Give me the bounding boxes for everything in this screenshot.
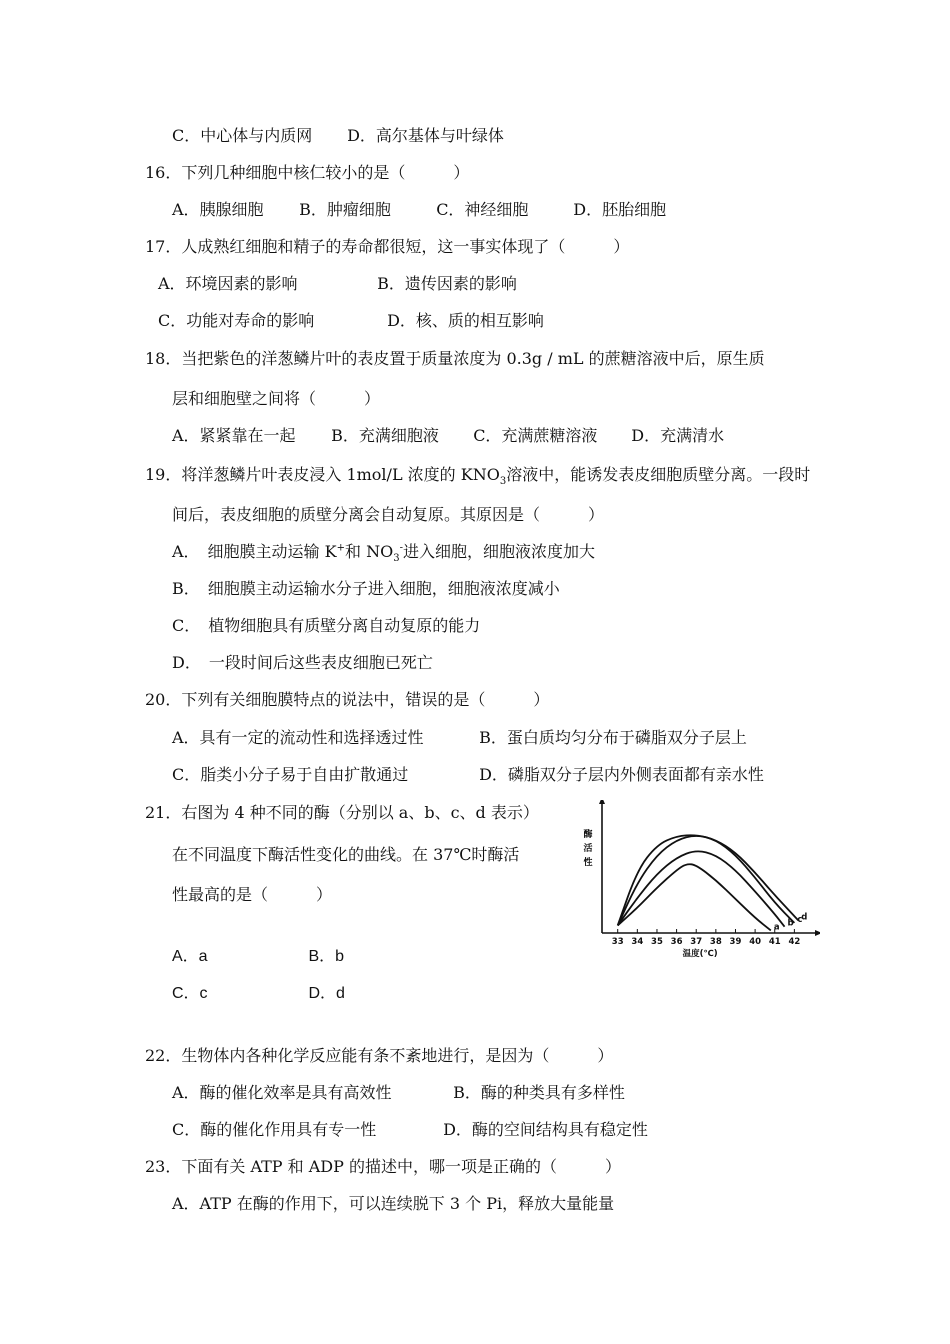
q20-option-c: C．脂类小分子易于自由扩散通过 bbox=[172, 765, 409, 784]
q20-options-row2 bbox=[172, 765, 764, 785]
q21-option-d: D．d bbox=[308, 985, 345, 1002]
q20-option-b: B．蛋白质均匀分布于磷脂双分子层上 bbox=[479, 728, 747, 747]
q21-stem-line3: 性最高的是（ ） bbox=[172, 885, 333, 904]
q18-option-c: C．充满蔗糖溶液 bbox=[473, 426, 598, 445]
series-line-a bbox=[618, 864, 771, 930]
q19-option-a bbox=[172, 542, 595, 565]
x-tick-label: 41 bbox=[768, 937, 781, 947]
series-label-d: d bbox=[801, 912, 808, 923]
q17-option-c: C．功能对寿命的影响 bbox=[158, 311, 315, 330]
q22-option-c: C．酶的催化作用具有专一性 bbox=[172, 1120, 377, 1139]
y-axis-label-char: 酶 bbox=[583, 830, 593, 840]
q18-stem-line2: 层和细胞壁之间将（ ） bbox=[172, 389, 381, 408]
q19-option-a-part1: A． 细胞膜主动运输 K bbox=[172, 542, 337, 561]
q19-stem-line2: 间后，表皮细胞的质壁分离会自动复原。其原因是（ ） bbox=[172, 505, 605, 524]
q16-option-a: A．胰腺细胞 bbox=[172, 200, 264, 219]
x-tick-label: 39 bbox=[729, 937, 742, 947]
q22-option-d: D．酶的空间结构具有稳定性 bbox=[443, 1120, 648, 1139]
y-axis-label-char: 活 bbox=[583, 844, 593, 854]
q22-option-b: B．酶的种类具有多样性 bbox=[453, 1083, 625, 1102]
q19-option-a-part2: 和 NO bbox=[345, 542, 394, 561]
q19-option-a-sup1: + bbox=[336, 542, 345, 554]
q21-options-row1 bbox=[172, 947, 344, 967]
q17-stem: 17．人成熟红细胞和精子的寿命都很短，这一事实体现了（ ） bbox=[145, 237, 630, 256]
q20-option-d: D．磷脂双分子层内外侧表面都有亲水性 bbox=[479, 765, 764, 784]
x-tick-label: 37 bbox=[690, 937, 703, 947]
q19-option-b: B． 细胞膜主动运输水分子进入细胞，细胞液浓度减小 bbox=[172, 579, 560, 598]
q21-options-row2 bbox=[172, 984, 345, 1004]
q18-stem-line1: 18．当把紫色的洋葱鳞片叶的表皮置于质量浓度为 0.3g / mL 的蔗糖溶液中后，原生质 bbox=[145, 349, 765, 368]
q17-option-a: A．环境因素的影响 bbox=[158, 274, 298, 293]
q19-stem-line1 bbox=[145, 465, 811, 488]
q16-option-c: C．神经细胞 bbox=[436, 200, 529, 219]
q22-stem: 22．生物体内各种化学反应能有条不紊地进行，是因为（ ） bbox=[145, 1046, 614, 1065]
q16-option-b: B．肿瘤细胞 bbox=[299, 200, 391, 219]
q19-option-a-part3: 进入细胞，细胞液浓度加大 bbox=[402, 542, 595, 561]
q17-options-row2 bbox=[158, 311, 544, 331]
y-axis-arrow bbox=[599, 800, 605, 804]
series-line-d bbox=[618, 835, 799, 925]
q16-option-d: D．胚胎细胞 bbox=[573, 200, 667, 219]
q16-options bbox=[172, 200, 666, 220]
q19-option-a-sub: 3 bbox=[393, 553, 400, 565]
q16-stem: 16．下列几种细胞中核仁较小的是（ ） bbox=[145, 163, 470, 182]
q22-options-row2 bbox=[172, 1120, 648, 1140]
x-tick-label: 36 bbox=[670, 937, 683, 947]
q21-stem-line2: 在不同温度下酶活性变化的曲线。在 37℃时酶活 bbox=[172, 845, 520, 864]
q23-option-a: A．ATP 在酶的作用下，可以连续脱下 3 个 Pi，释放大量能量 bbox=[172, 1194, 615, 1213]
q21-option-a: A．a bbox=[172, 948, 208, 965]
x-axis-label: 温度(℃) bbox=[682, 949, 718, 959]
series-line-c bbox=[618, 836, 795, 925]
x-tick-label: 42 bbox=[788, 937, 801, 947]
q15-option-d: D．高尔基体与叶绿体 bbox=[347, 126, 504, 145]
q21-option-b: B．b bbox=[308, 948, 345, 965]
x-tick-label: 40 bbox=[749, 937, 762, 947]
x-tick-label: 38 bbox=[709, 937, 722, 947]
x-tick-label: 34 bbox=[631, 937, 644, 947]
q19-stem-subscript: 3 bbox=[499, 476, 507, 488]
y-axis-label-char: 性 bbox=[583, 858, 593, 868]
x-tick-label: 35 bbox=[651, 937, 663, 947]
q20-options-row1 bbox=[172, 728, 747, 748]
q17-options-row1 bbox=[158, 274, 517, 294]
q22-options-row1 bbox=[172, 1083, 625, 1103]
series-label-a: a bbox=[773, 922, 780, 933]
q21-option-c: C．c bbox=[172, 985, 208, 1002]
q18-option-b: B．充满细胞液 bbox=[331, 426, 439, 445]
x-axis-arrow bbox=[815, 930, 820, 936]
q20-option-a: A．具有一定的流动性和选择透过性 bbox=[172, 728, 424, 747]
q20-stem: 20．下列有关细胞膜特点的说法中，错误的是（ ） bbox=[145, 690, 550, 709]
q22-option-a: A．酶的催化效率是具有高效性 bbox=[172, 1083, 392, 1102]
enzyme-activity-chart bbox=[580, 800, 820, 970]
q18-option-d: D．充满清水 bbox=[631, 426, 725, 445]
q15-option-c: C．中心体与内质网 bbox=[172, 126, 313, 145]
q19-option-d: D． 一段时间后这些表皮细胞已死亡 bbox=[172, 653, 433, 672]
q23-stem: 23．下面有关 ATP 和 ADP 的描述中，哪一项是正确的（ ） bbox=[145, 1157, 621, 1176]
q19-stem-part1: 19．将洋葱鳞片叶表皮浸入 1mol/L 浓度的 KNO bbox=[145, 465, 500, 484]
q18-options bbox=[172, 426, 724, 446]
q17-option-b: B．遗传因素的影响 bbox=[377, 274, 517, 293]
series-label-c: c bbox=[797, 914, 803, 925]
series-label-b: b bbox=[787, 918, 794, 929]
q17-option-d: D．核、质的相互影响 bbox=[387, 311, 544, 330]
q21-stem-line1: 21．右图为 4 种不同的酶（分别以 a、b、c、d 表示） bbox=[145, 803, 539, 822]
q19-option-a-sup2: - bbox=[399, 542, 403, 554]
q19-option-c: C． 植物细胞具有质壁分离自动复原的能力 bbox=[172, 616, 481, 635]
q15-options bbox=[172, 126, 504, 146]
q18-option-a: A．紧紧靠在一起 bbox=[172, 426, 296, 445]
x-tick-label: 33 bbox=[611, 937, 624, 947]
q19-stem-part2: 溶液中，能诱发表皮细胞质壁分离。一段时 bbox=[506, 465, 811, 484]
